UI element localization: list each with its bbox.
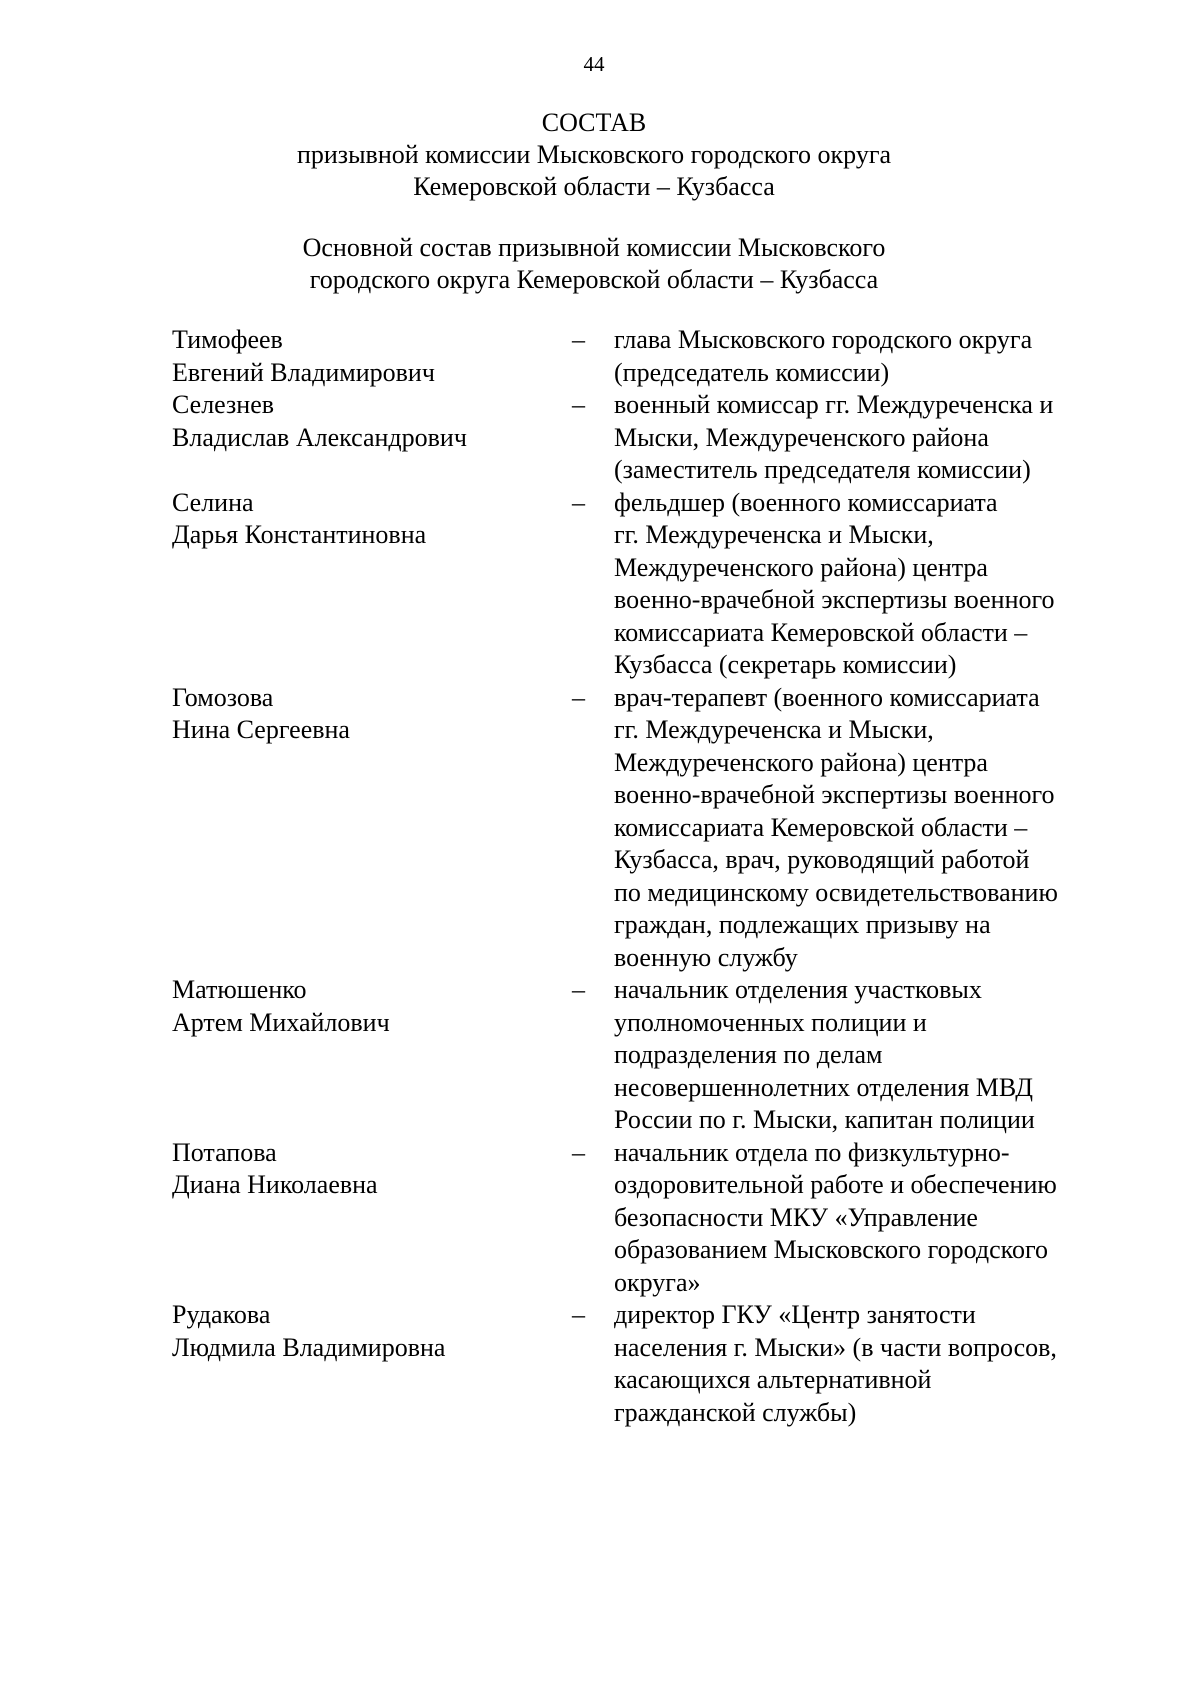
member-role-line: гг. Междуреченска и Мыски, [614, 715, 934, 744]
member-role-line: уполномоченных полиции и [614, 1007, 927, 1037]
dash-separator: – [572, 975, 585, 1004]
member-role-line: военную службу [614, 942, 798, 972]
member-role-line: безопасности МКУ «Управление [614, 1202, 978, 1232]
member-entry [172, 389, 1122, 487]
member-name [172, 324, 572, 389]
member-name [172, 487, 572, 682]
member-role-line: фельдшер (военного комиссариата [614, 487, 998, 517]
member-surname: Рудакова [172, 1300, 271, 1329]
dash-separator: – [572, 487, 585, 517]
member-role-line: образованием Мысковского городского [614, 1235, 1048, 1264]
member-role [614, 389, 1122, 487]
member-role-line: комиссариата Кемеровской области – [614, 617, 1028, 647]
member-name [172, 974, 572, 1137]
member-role-line: России по г. Мыски, капитан полиции [614, 1105, 1035, 1134]
member-role-line: граждан, подлежащих призыву на [614, 910, 991, 939]
dash-separator: – [572, 390, 585, 419]
member-role-line: Междуреченского района) центра [614, 747, 988, 777]
member-role-line: (заместитель председателя комиссии) [614, 455, 1031, 484]
member-role-line: округа» [614, 1267, 701, 1297]
member-entry [172, 487, 1122, 682]
member-role-line: Кузбасса, врач, руководящий работой [614, 845, 1030, 874]
section-heading-line: городского округа Кемеровской области – Кузбасса [309, 265, 879, 294]
member-entry [172, 1299, 1122, 1429]
member-given-names: Артем Михайлович [172, 1007, 390, 1037]
member-surname: Потапова [172, 1137, 277, 1167]
member-role-line: оздоровительной работе и обеспечению [614, 1170, 1057, 1199]
member-role [614, 1299, 1122, 1429]
member-role-line: касающихся альтернативной [614, 1365, 932, 1394]
member-given-names: Дарья Константиновна [172, 520, 427, 549]
member-role [614, 682, 1122, 975]
section-heading [0, 232, 1188, 296]
member-role-line: врач-терапевт (военного комиссариата [614, 682, 1040, 712]
member-role-line: гражданской службы) [614, 1397, 857, 1427]
dash-separator: – [572, 682, 585, 712]
member-entry [172, 324, 1122, 389]
member-role-line: (председатель комиссии) [614, 357, 890, 387]
member-role-line: Кузбасса (секретарь комиссии) [614, 650, 957, 679]
member-entry [172, 1137, 1122, 1300]
member-role-line: Мыски, Междуреченского района [614, 422, 989, 452]
member-surname: Селезнев [172, 390, 275, 419]
member-role-line: военно-врачебной экспертизы военного [614, 780, 1055, 809]
member-role-line: комиссариата Кемеровской области – [614, 812, 1028, 842]
title-line: СОСТАВ [541, 108, 647, 137]
member-role-line: начальник отдела по физкультурно- [614, 1137, 1010, 1167]
member-name [172, 1137, 572, 1300]
member-role [614, 974, 1122, 1137]
member-surname: Тимофеев [172, 325, 283, 354]
dash-separator: – [572, 325, 585, 354]
member-role [614, 324, 1122, 389]
title-line: призывной комиссии Мысковского городского округа [296, 140, 892, 169]
member-role-line: Междуреченского района) центра [614, 552, 988, 582]
member-name [172, 1299, 572, 1429]
member-entry [172, 974, 1122, 1137]
member-given-names: Владислав Александрович [172, 422, 467, 452]
member-given-names: Евгений Владимирович [172, 357, 435, 387]
member-role-line: гг. Междуреченска и Мыски, [614, 520, 934, 549]
member-role-line: военный комиссар гг. Междуреченска и [614, 390, 1054, 419]
member-given-names: Диана Николаевна [172, 1170, 378, 1199]
member-role-line: начальник отделения участковых [614, 975, 982, 1004]
member-given-names: Людмила Владимировна [172, 1332, 446, 1362]
member-role-line: глава Мысковского городского округа [614, 325, 1033, 354]
member-role-line: несовершеннолетних отделения МВД [614, 1072, 1034, 1102]
member-role-line: директор ГКУ «Центр занятости [614, 1300, 976, 1329]
dash-separator: – [572, 1300, 585, 1329]
member-surname: Селина [172, 487, 254, 517]
member-entry [172, 682, 1122, 975]
member-role [614, 1137, 1122, 1300]
member-name [172, 389, 572, 487]
member-role-line: военно-врачебной экспертизы военного [614, 585, 1055, 614]
member-role-line: по медицинскому освидетельствованию [614, 877, 1058, 907]
member-surname: Матюшенко [172, 975, 307, 1004]
document-title [0, 107, 1188, 203]
section-heading-line: Основной состав призывной комиссии Мысковского [302, 233, 886, 262]
page-number: 44 [583, 52, 605, 76]
member-name [172, 682, 572, 975]
member-role [614, 487, 1122, 682]
dash-separator: – [572, 1137, 585, 1167]
member-role-line: подразделения по делам [614, 1040, 883, 1069]
member-given-names: Нина Сергеевна [172, 715, 350, 744]
member-role-line: населения г. Мыски» (в части вопросов, [614, 1332, 1057, 1362]
member-list [172, 324, 1122, 1429]
member-surname: Гомозова [172, 682, 274, 712]
title-line: Кемеровской области – Кузбасса [413, 172, 775, 201]
